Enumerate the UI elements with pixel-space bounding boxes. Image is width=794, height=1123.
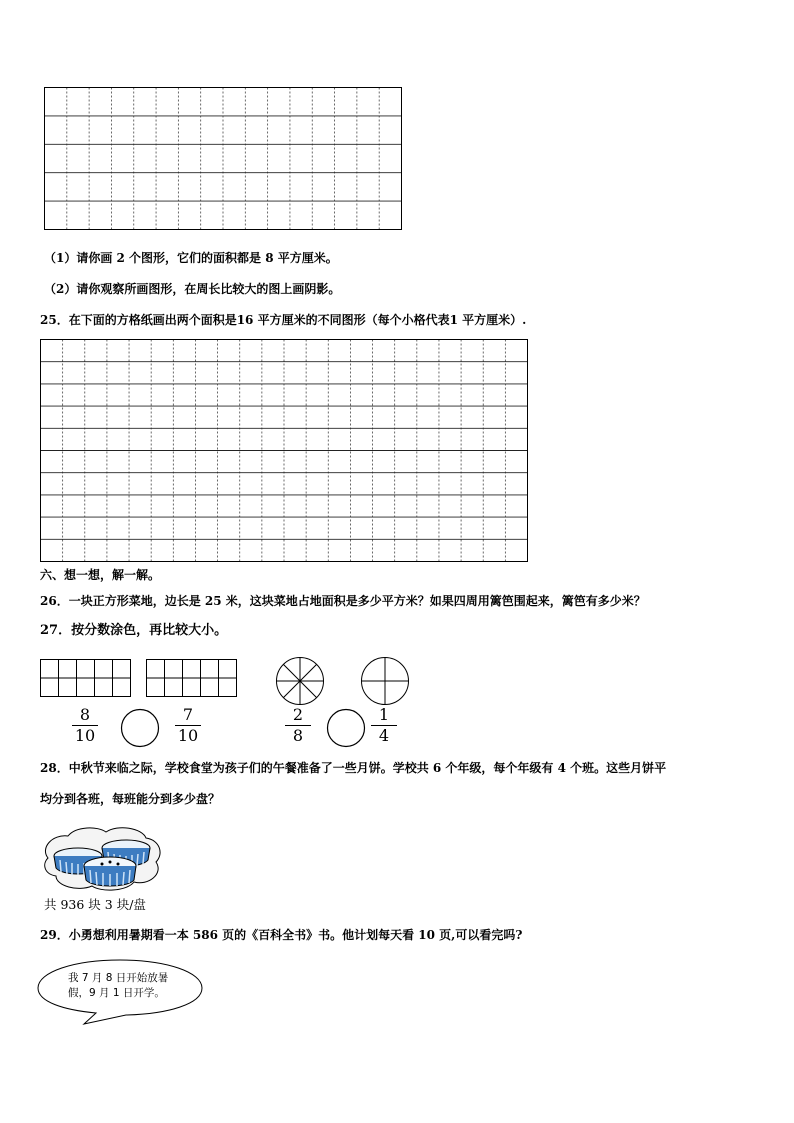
- q24-part1: （1）请你画 2 个图形，它们的面积都是 8 平方厘米。: [44, 251, 338, 265]
- q29-text: 29．小勇想利用暑期看一本 586 页的《百科全书》书。他计划每天看 10 页,可以看完吗?: [40, 928, 523, 942]
- bubble-line2: 假，9 月 1 日开学。: [68, 987, 165, 999]
- denominator: 10: [74, 726, 96, 745]
- q26-text: 26．一块正方形菜地，边长是 25 米，这块菜地占地面积是多少平方米？如果四周用篱笆围起来，篱笆有多少米？: [40, 594, 646, 608]
- q28-line2: 均分到各班，每班能分到多少盘？: [40, 792, 221, 806]
- q24-part2: （2）请你观察所画图形，在周长比较大的图上画阴影。: [44, 282, 341, 296]
- numerator: 7: [182, 705, 194, 724]
- numerator: 2: [292, 705, 304, 724]
- mooncake-plate-illustration: [38, 822, 166, 894]
- fraction-7-10: [173, 706, 203, 745]
- numerator: 8: [79, 705, 91, 724]
- section-six-title: 六、想一想，解一解。: [40, 568, 161, 582]
- bubble-line1: 我 7 月 8 日开始放暑: [68, 972, 169, 984]
- denominator: 8: [292, 726, 304, 745]
- fraction-1-4: [369, 706, 399, 745]
- denominator: 10: [177, 726, 199, 745]
- fraction-circle-quarters[interactable]: [360, 656, 410, 706]
- q27-text: 27．按分数涂色，再比较大小。: [40, 623, 228, 638]
- q25-text: 25．在下面的方格纸画出两个面积是16 平方厘米的不同图形（每个小格代表1 平方厘米）.: [40, 313, 527, 327]
- fraction-2-8: [283, 706, 313, 745]
- grid-paper-small[interactable]: [44, 87, 402, 230]
- fraction-circle-eighths[interactable]: [275, 656, 325, 706]
- compare-circle-blank[interactable]: [120, 708, 160, 748]
- fraction-bar-tenths-b[interactable]: [146, 659, 238, 698]
- mooncake-caption: 共 936 块 3 块/盘: [44, 897, 146, 912]
- q28-line1: 28．中秋节来临之际，学校食堂为孩子们的午餐准备了一些月饼。学校共 6 个年级，每个年级有 4 个班。这些月饼平: [40, 761, 667, 775]
- fraction-8-10: [70, 706, 100, 745]
- denominator: 4: [378, 726, 390, 745]
- grid-paper-large[interactable]: [40, 339, 528, 562]
- compare-circle-blank[interactable]: [326, 708, 366, 748]
- numerator: 1: [378, 705, 390, 724]
- fraction-bar-tenths-a[interactable]: [40, 659, 132, 698]
